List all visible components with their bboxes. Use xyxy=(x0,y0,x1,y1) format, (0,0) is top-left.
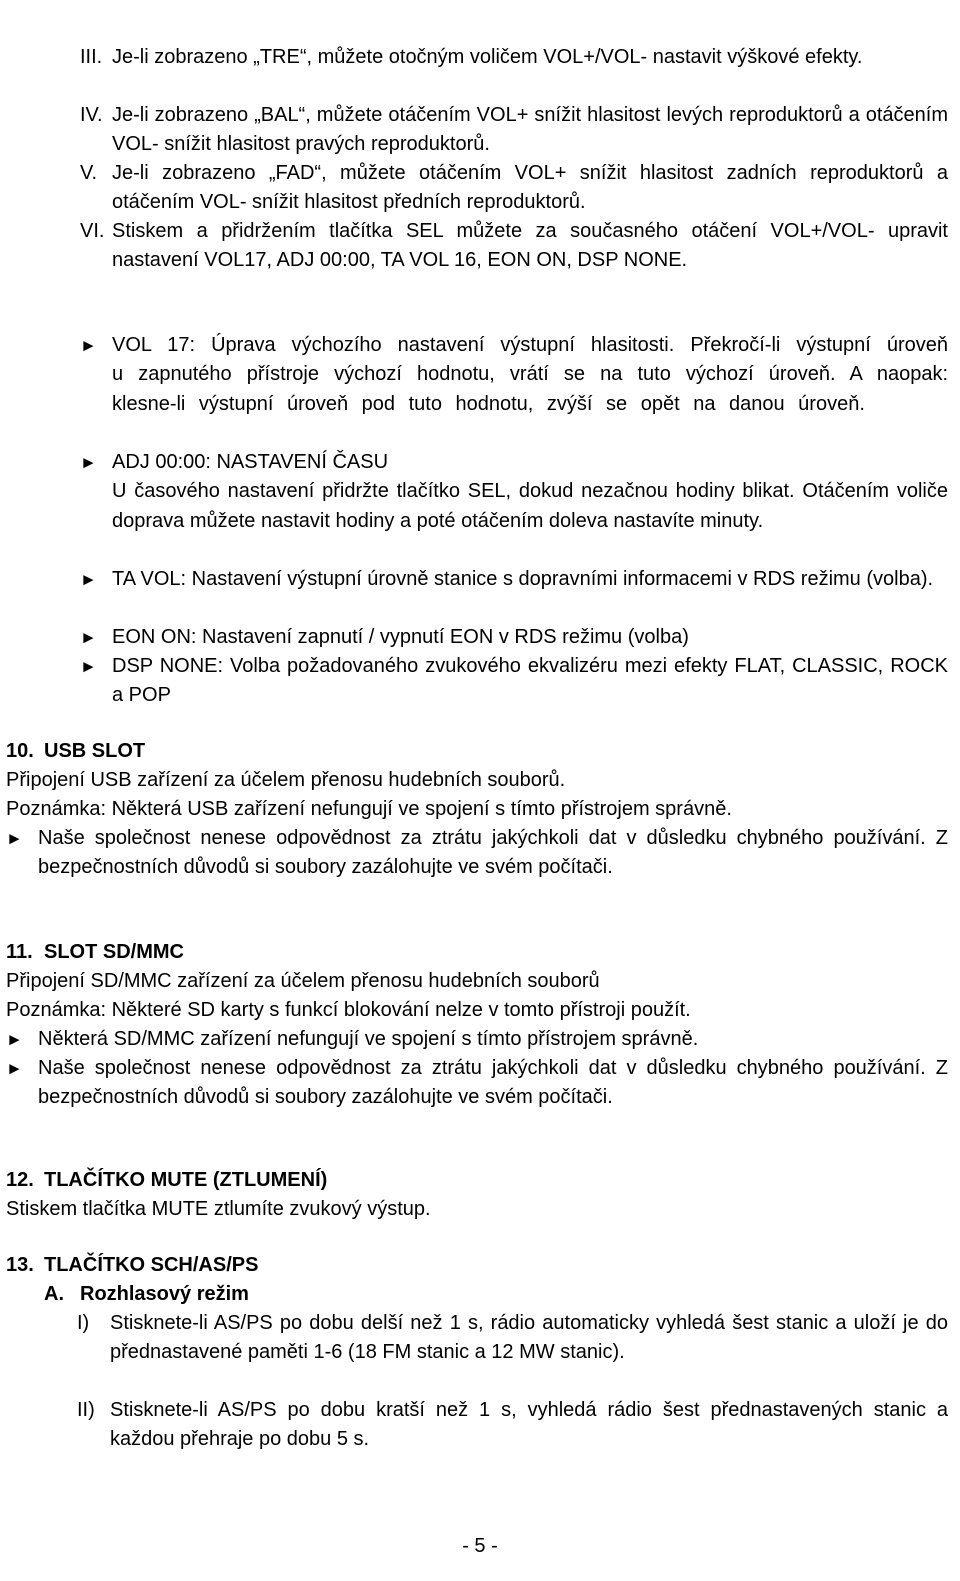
section-line: Stiskem tlačítka MUTE ztlumíte zvukový výstup. xyxy=(6,1198,431,1220)
roman-text: Je-li zobrazeno „FAD“, můžete otáčením VOL+ snížit hlasitost zadních reproduktorů a otáčením VOL- snížit hlasitost předních reproduktorů. xyxy=(112,162,948,214)
setting-text xyxy=(112,331,948,419)
bullet-arrow-icon: ► xyxy=(6,1030,23,1049)
roman-number: IV. xyxy=(80,104,103,126)
bullet-arrow-icon: ► xyxy=(6,829,23,848)
roman-number: III. xyxy=(80,46,103,68)
setting-dsp xyxy=(80,652,948,711)
section-title: TLAČÍTKO MUTE (ZTLUMENÍ) xyxy=(44,1169,328,1191)
roman-text: Je-li zobrazeno „TRE“, můžete otočným voličem VOL+/VOL- nastavit výškové efekty. xyxy=(112,46,863,68)
setting-eon xyxy=(80,623,948,652)
item-number: II) xyxy=(77,1399,95,1421)
section-line: Poznámka: Některá USB zařízení nefungují ve spojení s tímto přístrojem správně. xyxy=(6,798,732,820)
roman-number: VI. xyxy=(80,220,105,242)
roman-text: Je-li zobrazeno „BAL“, můžete otáčením VOL+ snížit hlasitost levých reproduktorů a otáčením VOL- snížit hlasitost pravých reproduktorů. xyxy=(112,104,948,156)
setting-adj xyxy=(80,448,948,536)
bullet-text: Naše společnost nenese odpovědnost za ztrátu jakýchkoli dat v důsledku chybného používání. Z bezpečnostních důvodů si soubory zazálohujte ve svém počítači. xyxy=(38,827,948,879)
setting-description: EON ON: Nastavení zapnutí / vypnutí EON v RDS režimu (volba) xyxy=(112,626,689,648)
item-number: I) xyxy=(77,1312,90,1334)
section-line: Připojení SD/MMC zařízení za účelem přenosu hudebních souborů xyxy=(6,970,600,992)
section-line: Poznámka: Některé SD karty s funkcí blokování nelze v tomto přístroji použít. xyxy=(6,999,691,1021)
setting-ta-vol xyxy=(80,565,948,594)
roman-item-iii xyxy=(80,43,948,72)
section-bullet xyxy=(6,1054,948,1113)
section-number: 11. xyxy=(6,941,33,963)
setting-vol17 xyxy=(80,331,948,419)
bullet-arrow-icon: ► xyxy=(80,628,97,647)
bullet-arrow-icon: ► xyxy=(80,657,97,676)
bullet-text: Některá SD/MMC zařízení nefungují ve spojení s tímto přístrojem správně. xyxy=(38,1028,699,1050)
page-number: - 5 - xyxy=(462,1535,498,1557)
roman-text: Stiskem a přidržením tlačítka SEL můžete za současného otáčení VOL+/VOL- upravit nastavení VOL17, ADJ 00:00, TA VOL 16, EON ON, DSP NONE. xyxy=(112,220,948,272)
item-text: Stisknete-li AS/PS po dobu kratší než 1 s, vyhledá rádio šest přednastavených stanic a každou přehraje po dobu 5 s. xyxy=(110,1399,948,1451)
setting-description: DSP NONE: Volba požadovaného zvukového ekvalizéru mezi efekty FLAT, CLASSIC, ROCK a POP xyxy=(112,655,948,707)
setting-description: U časového nastavení přidržte tlačítko SEL, dokud nezačnou hodiny blikat. Otáčením voliče doprava můžete nastavit hodiny a poté otáčením doleva nastavíte minuty. xyxy=(112,480,948,532)
sub-item-i xyxy=(77,1309,948,1368)
bullet-arrow-icon: ► xyxy=(80,453,97,472)
section-bullet xyxy=(6,824,948,883)
setting-description: Překročí-li výstupní úroveň u zapnutého přístroje výchozí hodnotu, vrátí se na tuto výchozí úroveň. A naopak: klesne-li výstupní úroveň pod tuto hodnotu, zvýší se opět na danou úroveň. xyxy=(112,334,949,415)
section-line: Připojení USB zařízení za účelem přenosu hudebních souborů. xyxy=(6,769,566,791)
section-bullet xyxy=(6,1025,948,1054)
roman-item-vi xyxy=(80,217,948,276)
setting-description: TA VOL: Nastavení výstupní úrovně stanice s dopravními informacemi v RDS režimu (volba). xyxy=(112,568,934,590)
setting-title: ADJ 00:00: NASTAVENÍ ČASU xyxy=(112,451,389,473)
section-title: SLOT SD/MMC xyxy=(44,941,184,963)
bullet-text: Naše společnost nenese odpovědnost za ztrátu jakýchkoli dat v důsledku chybného používání. Z bezpečnostních důvodů si soubory zazálohujte ve svém počítači. xyxy=(38,1057,948,1109)
section-number: 10. xyxy=(6,740,34,762)
bullet-arrow-icon: ► xyxy=(80,570,97,589)
roman-item-v xyxy=(80,159,948,218)
section-title: USB SLOT xyxy=(44,740,146,762)
bullet-arrow-icon: ► xyxy=(80,336,97,355)
section-title: TLAČÍTKO SCH/AS/PS xyxy=(44,1254,259,1276)
sub-item-ii xyxy=(77,1396,948,1455)
roman-number: V. xyxy=(80,162,98,184)
item-text: Stisknete-li AS/PS po dobu delší než 1 s, rádio automaticky vyhledá šest stanic a uloží je do přednastavené paměti 1-6 (18 FM stanic a 12 MW stanic). xyxy=(110,1312,948,1364)
bullet-arrow-icon: ► xyxy=(6,1059,23,1078)
setting-title: VOL 17: Úprava výchozího nastavení výstupní hlasitosti. xyxy=(112,334,675,356)
roman-item-iv xyxy=(80,101,948,160)
section-number: 12. xyxy=(6,1169,34,1191)
section-number: 13. xyxy=(6,1254,34,1276)
subheading-title: Rozhlasový režim xyxy=(80,1283,249,1305)
subheading-letter: A. xyxy=(44,1283,64,1305)
